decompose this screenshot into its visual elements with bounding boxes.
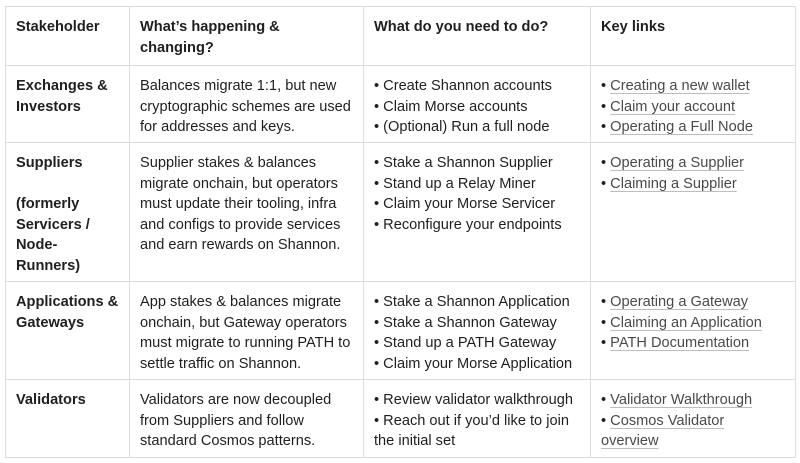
list-item (601, 117, 785, 138)
link-claiming-application[interactable]: Claiming an Application (610, 314, 762, 331)
list-item (374, 117, 580, 138)
list-item (601, 174, 785, 195)
todo-item-text: Stand up a Relay Miner (383, 175, 536, 192)
bullet: • (374, 412, 380, 429)
bullet: • (601, 314, 607, 331)
stakeholder-table (5, 6, 796, 458)
header-links: Key links (591, 7, 796, 66)
todo-cell (364, 282, 591, 380)
list-item (374, 194, 580, 215)
happening-cell (130, 143, 364, 282)
bullet: • (374, 294, 380, 310)
todo-item-text: Reconfigure your endpoints (383, 216, 562, 233)
links-cell (591, 380, 796, 458)
table-row (6, 143, 796, 282)
link-creating-new-wallet[interactable]: Creating a new wallet (610, 78, 750, 94)
links-cell (591, 143, 796, 282)
list-item (374, 292, 580, 313)
todo-item-text: Review validator walkthrough (383, 392, 573, 408)
stakeholder-note: (formerly Servicers / Node-Runners) (16, 196, 90, 274)
table-row (6, 282, 796, 380)
list-item (601, 97, 785, 118)
bullet: • (601, 78, 607, 94)
links-cell (591, 66, 796, 143)
list-item (601, 153, 785, 174)
bullet: • (374, 355, 380, 372)
stakeholder-name: Validators (16, 392, 86, 408)
bullet: • (601, 335, 607, 352)
list-item (374, 97, 580, 118)
list-item (601, 292, 785, 313)
bullet: • (374, 119, 380, 136)
link-claim-your-account[interactable]: Claim your account (610, 98, 736, 115)
bullet: • (601, 175, 607, 192)
todo-item-text: Claim your Morse Servicer (383, 196, 556, 213)
todo-item-text: Stake a Shannon Supplier (383, 155, 553, 171)
header-happening: What’s happening & changing? (130, 7, 364, 66)
links-cell (591, 282, 796, 380)
list-item (374, 313, 580, 334)
list-item (374, 174, 580, 195)
bullet: • (601, 412, 607, 429)
bullet: • (374, 78, 380, 94)
bullet: • (601, 294, 607, 310)
happening-text: Supplier stakes & balances migrate onchain, but operators must update their tooling, infra and configs to provide services and earn rewards on Shannon. (140, 155, 341, 254)
link-validator-walkthrough[interactable]: Validator Walkthrough (610, 392, 753, 408)
bullet: • (374, 392, 380, 408)
stakeholder-name: Exchanges & Investors (16, 78, 108, 115)
stakeholder-cell (6, 380, 130, 458)
todo-item-text: (Optional) Run a full node (383, 119, 550, 136)
stakeholder-name: Applications & Gateways (16, 294, 119, 331)
bullet: • (374, 155, 380, 171)
list-item (374, 390, 580, 411)
stakeholder-name: Suppliers (16, 155, 83, 171)
link-claiming-supplier[interactable]: Claiming a Supplier (610, 175, 737, 192)
bullet: • (601, 98, 607, 115)
todo-item-text: Stake a Shannon Gateway (383, 314, 557, 331)
todo-cell (364, 380, 591, 458)
link-operating-full-node[interactable]: Operating a Full Node (610, 119, 753, 136)
link-cosmos-validator-overview[interactable]: Cosmos Validator overview (601, 412, 725, 450)
todo-cell (364, 66, 591, 143)
todo-item-text: Stake a Shannon Application (383, 294, 570, 310)
happening-text: App stakes & balances migrate onchain, but Gateway operators must migrate to running PATH to settle traffic on Shannon. (140, 294, 351, 372)
list-item (601, 333, 785, 354)
link-operating-gateway[interactable]: Operating a Gateway (610, 294, 749, 310)
list-item (601, 390, 785, 411)
bullet: • (601, 392, 607, 408)
todo-item-text: Stand up a PATH Gateway (383, 335, 557, 352)
stakeholder-cell (6, 282, 130, 380)
bullet: • (374, 335, 380, 352)
stakeholder-cell (6, 66, 130, 143)
happening-text: Validators are now decoupled from Suppliers and follow standard Cosmos patterns. (140, 392, 332, 450)
list-item (601, 313, 785, 334)
list-item (374, 215, 580, 236)
bullet: • (601, 119, 607, 136)
todo-item-text: Create Shannon accounts (383, 78, 552, 94)
list-item (374, 354, 580, 375)
happening-cell (130, 282, 364, 380)
bullet: • (601, 155, 607, 171)
table-header-row (6, 7, 796, 66)
bullet: • (374, 196, 380, 213)
list-item (374, 76, 580, 97)
todo-cell (364, 143, 591, 282)
bullet: • (374, 98, 380, 115)
todo-item-text: Reach out if you’d like to join the initial set (374, 412, 569, 450)
list-item (601, 411, 785, 452)
table-row (6, 66, 796, 143)
header-todo: What do you need to do? (364, 7, 591, 66)
link-operating-supplier[interactable]: Operating a Supplier (610, 155, 745, 171)
header-stakeholder: Stakeholder (6, 7, 130, 66)
list-item (601, 76, 785, 97)
bullet: • (374, 314, 380, 331)
list-item (374, 411, 580, 452)
happening-cell (130, 66, 364, 143)
bullet: • (374, 216, 380, 233)
table-row (6, 380, 796, 458)
stakeholder-cell (6, 143, 130, 282)
todo-item-text: Claim Morse accounts (383, 98, 528, 115)
happening-text: Balances migrate 1:1, but new cryptographic schemes are used for addresses and keys. (140, 78, 351, 136)
list-item (374, 333, 580, 354)
link-path-documentation[interactable]: PATH Documentation (610, 335, 750, 352)
todo-item-text: Claim your Morse Application (383, 355, 573, 372)
happening-cell (130, 380, 364, 458)
list-item (374, 153, 580, 174)
bullet: • (374, 175, 380, 192)
